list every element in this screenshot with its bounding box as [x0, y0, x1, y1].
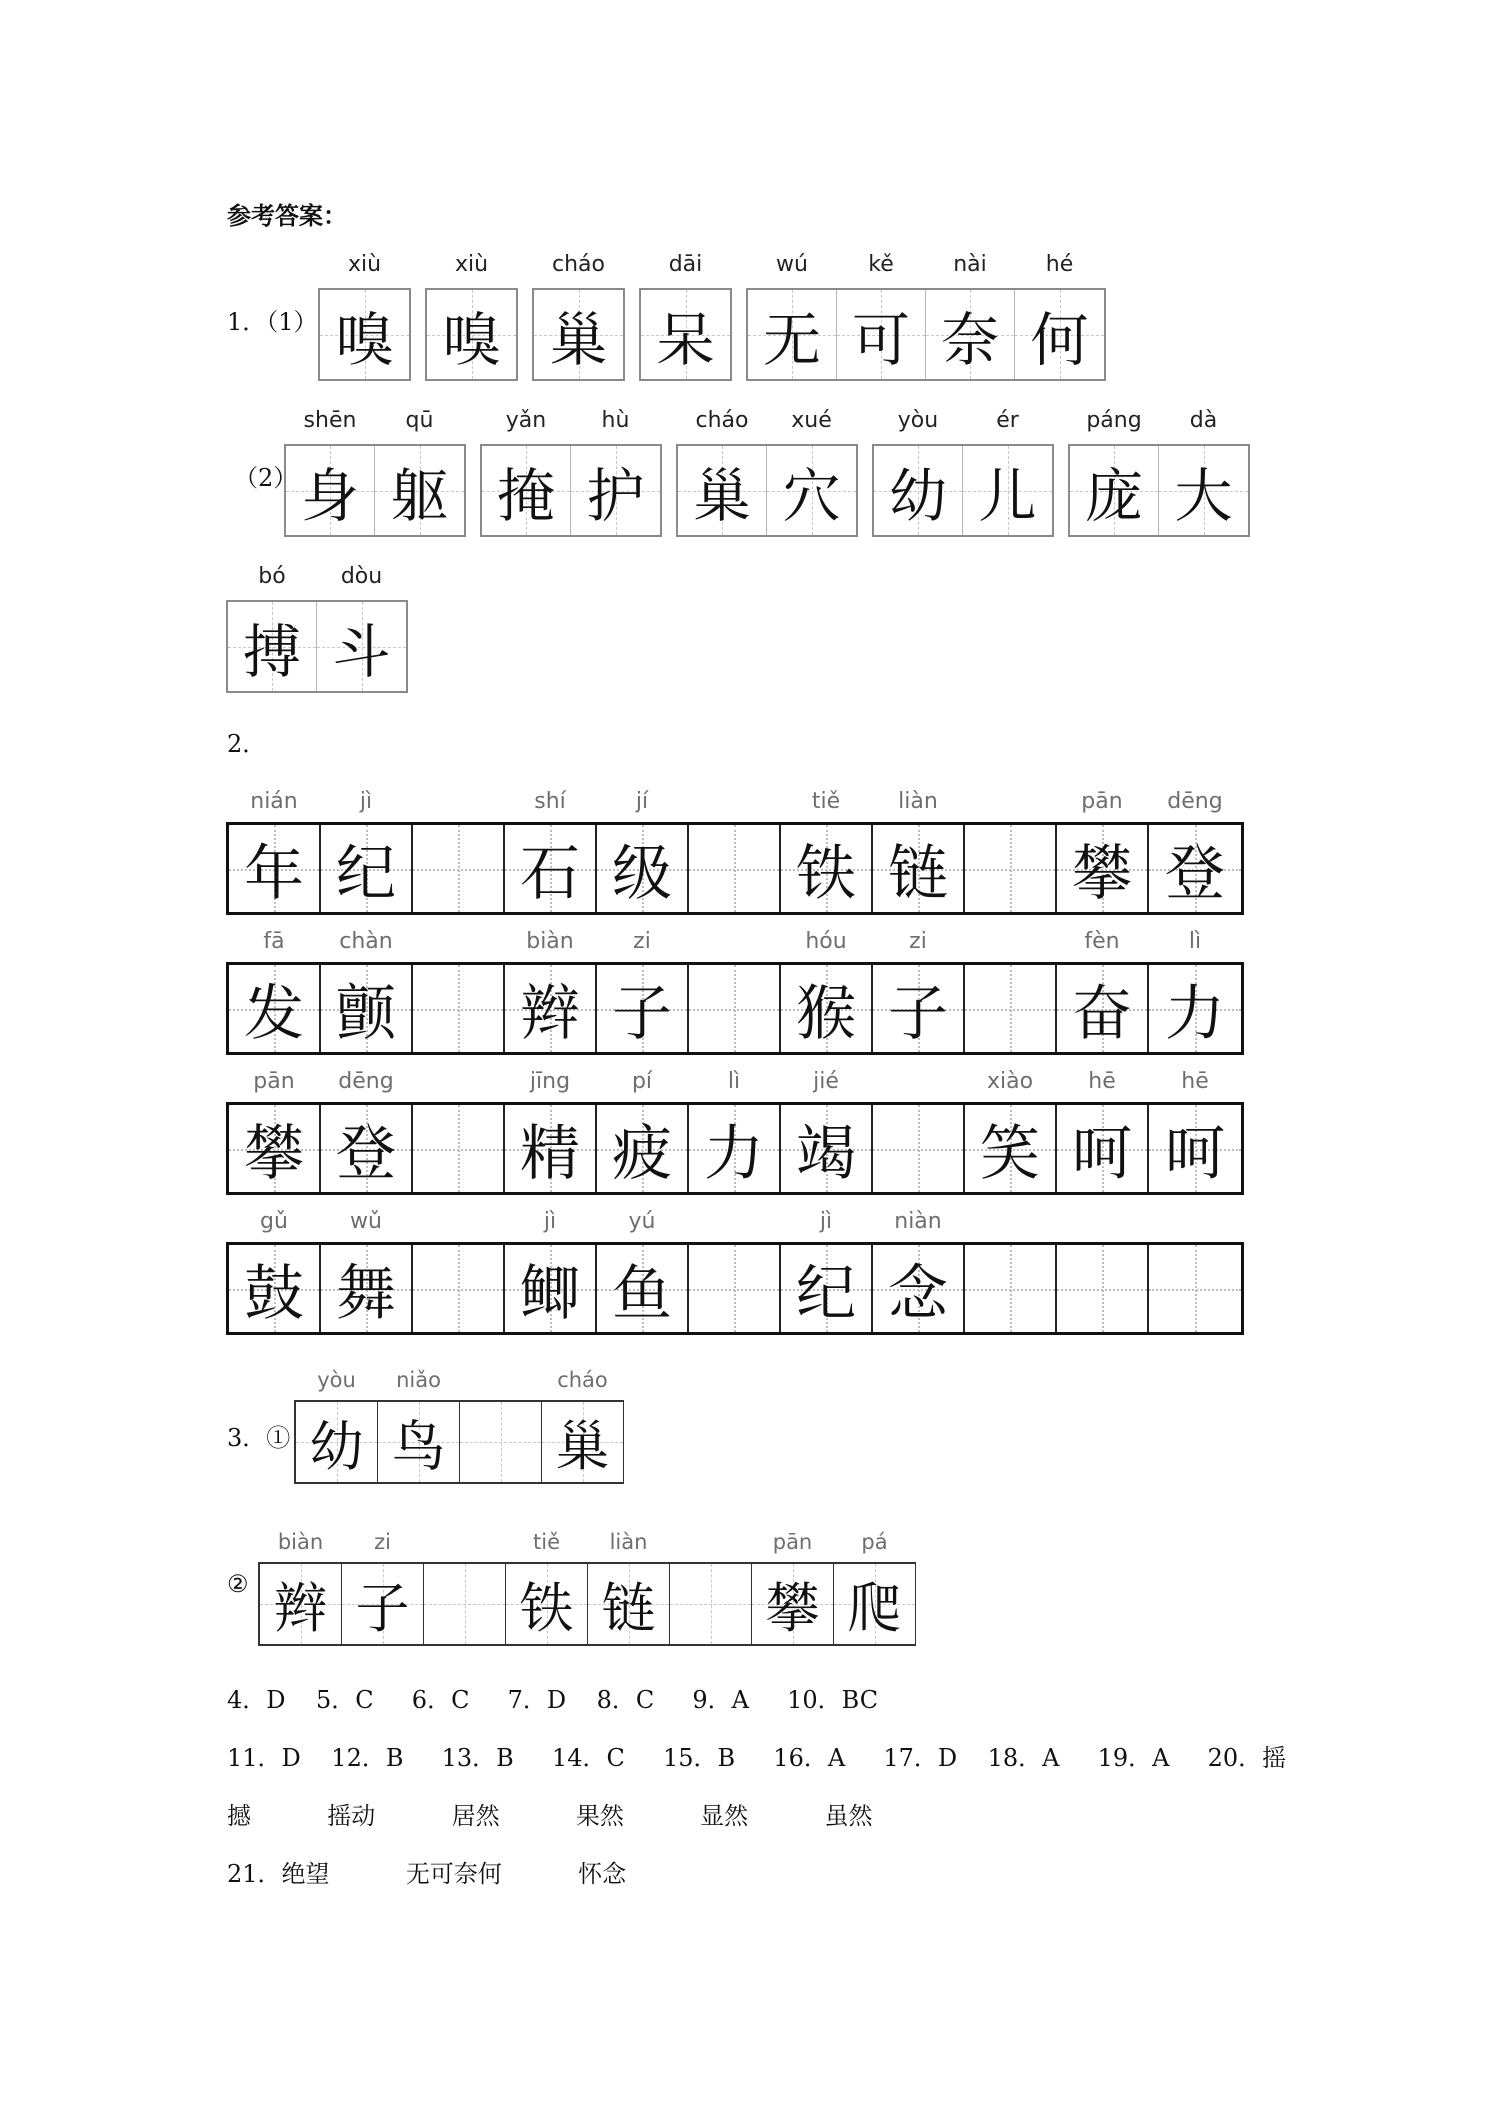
word-box [318, 252, 411, 381]
grid-cell [1057, 1069, 1149, 1192]
hanzi: 登 [336, 1118, 396, 1189]
hanzi [965, 1245, 1055, 1332]
q2-row [226, 929, 1244, 1055]
pinyin: yòu [897, 408, 939, 433]
pinyin: cháo [552, 252, 605, 277]
hanzi: 子 [888, 978, 948, 1049]
grid-cell [965, 1245, 1057, 1332]
grid-cell [781, 1069, 873, 1192]
answers-line-2: 11．D 12．B 13．B 14．C 15．B 16．A 17．D 18．A 19．A 20．摇 [227, 1744, 1287, 1772]
hanzi: 庞 [1084, 461, 1143, 530]
grid-cell [689, 825, 781, 912]
grid-cell [670, 1564, 752, 1644]
hanzi: 攀 [765, 1576, 820, 1640]
hanzi: 链 [888, 838, 948, 909]
pinyin: wǔ [350, 1209, 382, 1234]
pinyin: dòu [340, 564, 383, 589]
pinyin: hē [1088, 1069, 1116, 1094]
grid-cell [228, 564, 317, 691]
word-box [639, 252, 732, 381]
hanzi [413, 1245, 503, 1332]
answers-line-3: 撼 摇动 居然 果然 显然 虽然 [227, 1802, 873, 1830]
grid-cell [641, 252, 730, 379]
pinyin: hù [601, 408, 630, 433]
grid-cell [588, 1530, 670, 1644]
pinyin: ér [996, 408, 1019, 433]
grid-cell [321, 1209, 413, 1332]
pinyin: pān [253, 1069, 295, 1094]
grid-cell [1159, 408, 1248, 535]
pinyin: pí [631, 1069, 653, 1094]
pinyin: pá [861, 1530, 888, 1554]
word-box [425, 252, 518, 381]
pinyin: tiě [533, 1530, 560, 1554]
grid-cell [342, 1530, 424, 1644]
pinyin: cháo [557, 1368, 608, 1392]
grid-cell [689, 1069, 781, 1192]
pinyin: fèn [1084, 929, 1120, 954]
answers-line-1: 4．D 5．C 6．C 7．D 8．C 9．A 10．BC [227, 1686, 879, 1714]
grid-cell [424, 1564, 506, 1644]
hanzi [873, 1105, 963, 1192]
grid-cell [678, 408, 767, 535]
grid-cell [597, 929, 689, 1052]
grid-cell [1057, 929, 1149, 1052]
q1-label-2: （2） [234, 464, 298, 492]
hanzi: 呵 [1165, 1118, 1225, 1189]
q2-row [226, 1209, 1244, 1335]
hanzi: 呵 [1072, 1118, 1132, 1189]
hanzi [413, 1105, 503, 1192]
q3-label-1: 3．① [227, 1424, 291, 1452]
hanzi: 念 [888, 1258, 948, 1329]
hanzi: 级 [612, 838, 672, 909]
hanzi [689, 965, 779, 1052]
page-title: 参考答案： [227, 201, 347, 230]
hanzi: 呆 [656, 305, 715, 374]
hanzi: 辫 [273, 1576, 328, 1640]
grid-cell [542, 1368, 624, 1482]
pinyin: hóu [805, 929, 847, 954]
grid-cell [320, 252, 409, 379]
pinyin: dēng [1167, 789, 1223, 814]
grid-cell [505, 929, 597, 1052]
pinyin: dāi [668, 252, 703, 277]
grid-cell [460, 1402, 542, 1482]
pinyin: yòu [317, 1368, 356, 1392]
hanzi: 奈 [940, 305, 999, 374]
grid-cell [748, 252, 837, 379]
pinyin: shí [534, 789, 566, 814]
hanzi: 舞 [336, 1258, 396, 1329]
hanzi: 爬 [847, 1576, 902, 1640]
grid-cell [321, 1069, 413, 1192]
pinyin: niàn [894, 1209, 942, 1234]
grid-cell [321, 789, 413, 912]
pinyin: fā [263, 929, 285, 954]
grid-cell [413, 1245, 505, 1332]
grid-cell [427, 252, 516, 379]
q1-row-2 [284, 408, 1264, 537]
hanzi: 子 [612, 978, 672, 1049]
hanzi: 斗 [332, 617, 391, 686]
hanzi: 纪 [336, 838, 396, 909]
pinyin: tiě [811, 789, 841, 814]
pinyin: lì [727, 1069, 741, 1094]
pinyin: liàn [898, 789, 938, 814]
pinyin: páng [1086, 408, 1142, 433]
grid-cell [965, 825, 1057, 912]
grid-cell [837, 252, 926, 379]
grid-cell [1149, 1245, 1241, 1332]
hanzi: 护 [586, 461, 645, 530]
pinyin: pān [1081, 789, 1123, 814]
hanzi: 奋 [1072, 978, 1132, 1049]
hanzi: 链 [601, 1576, 656, 1640]
hanzi: 鲫 [520, 1258, 580, 1329]
pinyin: dēng [338, 1069, 394, 1094]
q3-label-2: ② [227, 1570, 249, 1598]
grid-cell [1057, 789, 1149, 912]
grid-cell [781, 1209, 873, 1332]
pinyin: lì [1188, 929, 1202, 954]
grid-cell [229, 789, 321, 912]
grid-cell [963, 408, 1052, 535]
hanzi: 鼓 [244, 1258, 304, 1329]
hanzi [1149, 1245, 1241, 1332]
grid-cell [505, 1069, 597, 1192]
grid-cell [260, 1530, 342, 1644]
grid-cell [1149, 1069, 1241, 1192]
grid-cell [286, 408, 375, 535]
hanzi: 巢 [549, 305, 608, 374]
pinyin: yú [628, 1209, 656, 1234]
word-box [284, 408, 466, 537]
grid-cell [296, 1368, 378, 1482]
grid-cell [834, 1530, 916, 1644]
hanzi [689, 1245, 779, 1332]
pinyin: hē [1181, 1069, 1209, 1094]
grid-cell [571, 408, 660, 535]
hanzi: 石 [520, 838, 580, 909]
word-box [532, 252, 625, 381]
hanzi: 年 [244, 838, 304, 909]
grid-cell [229, 1209, 321, 1332]
hanzi: 铁 [519, 1576, 574, 1640]
hanzi: 穴 [782, 461, 841, 530]
grid-cell [1149, 789, 1241, 912]
hanzi: 发 [244, 978, 304, 1049]
grid-cell [873, 1105, 965, 1192]
hanzi: 铁 [796, 838, 856, 909]
hanzi [689, 825, 779, 912]
pinyin: gǔ [260, 1209, 288, 1234]
hanzi: 掩 [496, 461, 555, 530]
q3-row-1 [294, 1368, 624, 1484]
answers-line-4: 21．绝望 无可奈何 怀念 [227, 1860, 627, 1888]
q1-row-1 [318, 252, 1120, 381]
hanzi: 攀 [244, 1118, 304, 1189]
grid-cell [965, 1069, 1057, 1192]
grid-cell [229, 929, 321, 1052]
hanzi [1057, 1245, 1147, 1332]
pinyin: nián [250, 789, 298, 814]
grid-cell [505, 789, 597, 912]
q2-row [226, 1069, 1244, 1195]
q1-label-1: 1．（1） [227, 308, 318, 336]
pinyin: niǎo [396, 1368, 441, 1392]
grid-cell [873, 789, 965, 912]
grid-cell [965, 965, 1057, 1052]
pinyin: biàn [277, 1530, 324, 1554]
hanzi: 竭 [796, 1118, 856, 1189]
word-box [676, 408, 858, 537]
grid-cell [482, 408, 571, 535]
word-box [226, 564, 408, 693]
q2-row [226, 789, 1244, 915]
hanzi: 猴 [796, 978, 856, 1049]
word-box [480, 408, 662, 537]
hanzi: 鸟 [391, 1414, 446, 1478]
hanzi: 无 [762, 305, 821, 374]
hanzi: 躯 [390, 461, 449, 530]
hanzi: 疲 [612, 1118, 672, 1189]
hanzi [413, 825, 503, 912]
pinyin: pān [772, 1530, 813, 1554]
hanzi: 大 [1174, 461, 1233, 530]
hanzi: 儿 [978, 461, 1037, 530]
grid-cell [597, 1069, 689, 1192]
grid-cell [1149, 929, 1241, 1052]
grid-cell [752, 1530, 834, 1644]
grid-cell [505, 1209, 597, 1332]
grid-cell [767, 408, 856, 535]
hanzi [460, 1402, 541, 1482]
grid-cell [1057, 1245, 1149, 1332]
hanzi [965, 965, 1055, 1052]
grid-cell [378, 1368, 460, 1482]
pinyin: zi [633, 929, 651, 954]
hanzi: 颤 [336, 978, 396, 1049]
hanzi: 鱼 [612, 1258, 672, 1329]
hanzi: 登 [1165, 838, 1225, 909]
pinyin: chàn [339, 929, 393, 954]
q1-row-3 [226, 564, 422, 693]
hanzi: 攀 [1072, 838, 1132, 909]
pinyin: kě [868, 252, 894, 277]
pinyin: biàn [526, 929, 574, 954]
pinyin: jì [543, 1209, 557, 1234]
hanzi [965, 825, 1055, 912]
grid-cell [781, 929, 873, 1052]
hanzi: 子 [355, 1576, 410, 1640]
grid-cell [534, 252, 623, 379]
hanzi: 笑 [980, 1118, 1040, 1189]
pinyin: wú [776, 252, 808, 277]
pinyin: yǎn [505, 408, 547, 433]
hanzi: 力 [704, 1118, 764, 1189]
pinyin: jié [813, 1069, 839, 1094]
hanzi: 可 [851, 305, 910, 374]
grid-cell [689, 965, 781, 1052]
hanzi: 巢 [555, 1414, 610, 1478]
pinyin: jì [819, 1209, 833, 1234]
pinyin: jīng [529, 1069, 571, 1094]
grid-cell [229, 1069, 321, 1192]
pinyin: bó [258, 564, 286, 589]
grid-cell [375, 408, 464, 535]
grid-cell [873, 1209, 965, 1332]
grid-cell [413, 825, 505, 912]
grid-cell [689, 1245, 781, 1332]
grid-cell [321, 929, 413, 1052]
q2-label: 2． [227, 730, 267, 758]
hanzi [424, 1564, 505, 1644]
grid-cell [413, 1105, 505, 1192]
grid-cell [597, 789, 689, 912]
grid-cell [1015, 252, 1104, 379]
pinyin: zi [374, 1530, 391, 1554]
word-box [1068, 408, 1250, 537]
pinyin: cháo [695, 408, 749, 433]
pinyin: xiù [454, 252, 489, 277]
hanzi: 搏 [242, 617, 301, 686]
hanzi: 辫 [520, 978, 580, 1049]
hanzi: 纪 [796, 1258, 856, 1329]
pinyin: jì [359, 789, 373, 814]
grid-cell [413, 965, 505, 1052]
word-box [746, 252, 1106, 381]
hanzi: 何 [1030, 305, 1089, 374]
pinyin: dà [1189, 408, 1218, 433]
pinyin: hé [1045, 252, 1074, 277]
pinyin: nài [953, 252, 987, 277]
grid-cell [1070, 408, 1159, 535]
hanzi: 幼 [309, 1414, 364, 1478]
hanzi [413, 965, 503, 1052]
word-box [872, 408, 1054, 537]
pinyin: jí [635, 789, 649, 814]
grid-cell [317, 564, 406, 691]
grid-cell [781, 789, 873, 912]
pinyin: qū [405, 408, 434, 433]
hanzi: 嗅 [442, 305, 501, 374]
grid-cell [926, 252, 1015, 379]
grid-cell [874, 408, 963, 535]
hanzi: 身 [300, 461, 359, 530]
hanzi: 精 [520, 1118, 580, 1189]
pinyin: xiào [986, 1069, 1034, 1094]
hanzi [670, 1564, 751, 1644]
hanzi: 幼 [888, 461, 947, 530]
pinyin: xiù [347, 252, 382, 277]
pinyin: shēn [303, 408, 357, 433]
hanzi: 嗅 [335, 305, 394, 374]
grid-cell [597, 1209, 689, 1332]
q3-row-2 [258, 1530, 916, 1646]
pinyin: zi [909, 929, 927, 954]
grid-cell [873, 929, 965, 1052]
grid-cell [506, 1530, 588, 1644]
hanzi: 巢 [692, 461, 751, 530]
pinyin: liàn [609, 1530, 648, 1554]
pinyin: xué [791, 408, 832, 433]
hanzi: 力 [1165, 978, 1225, 1049]
